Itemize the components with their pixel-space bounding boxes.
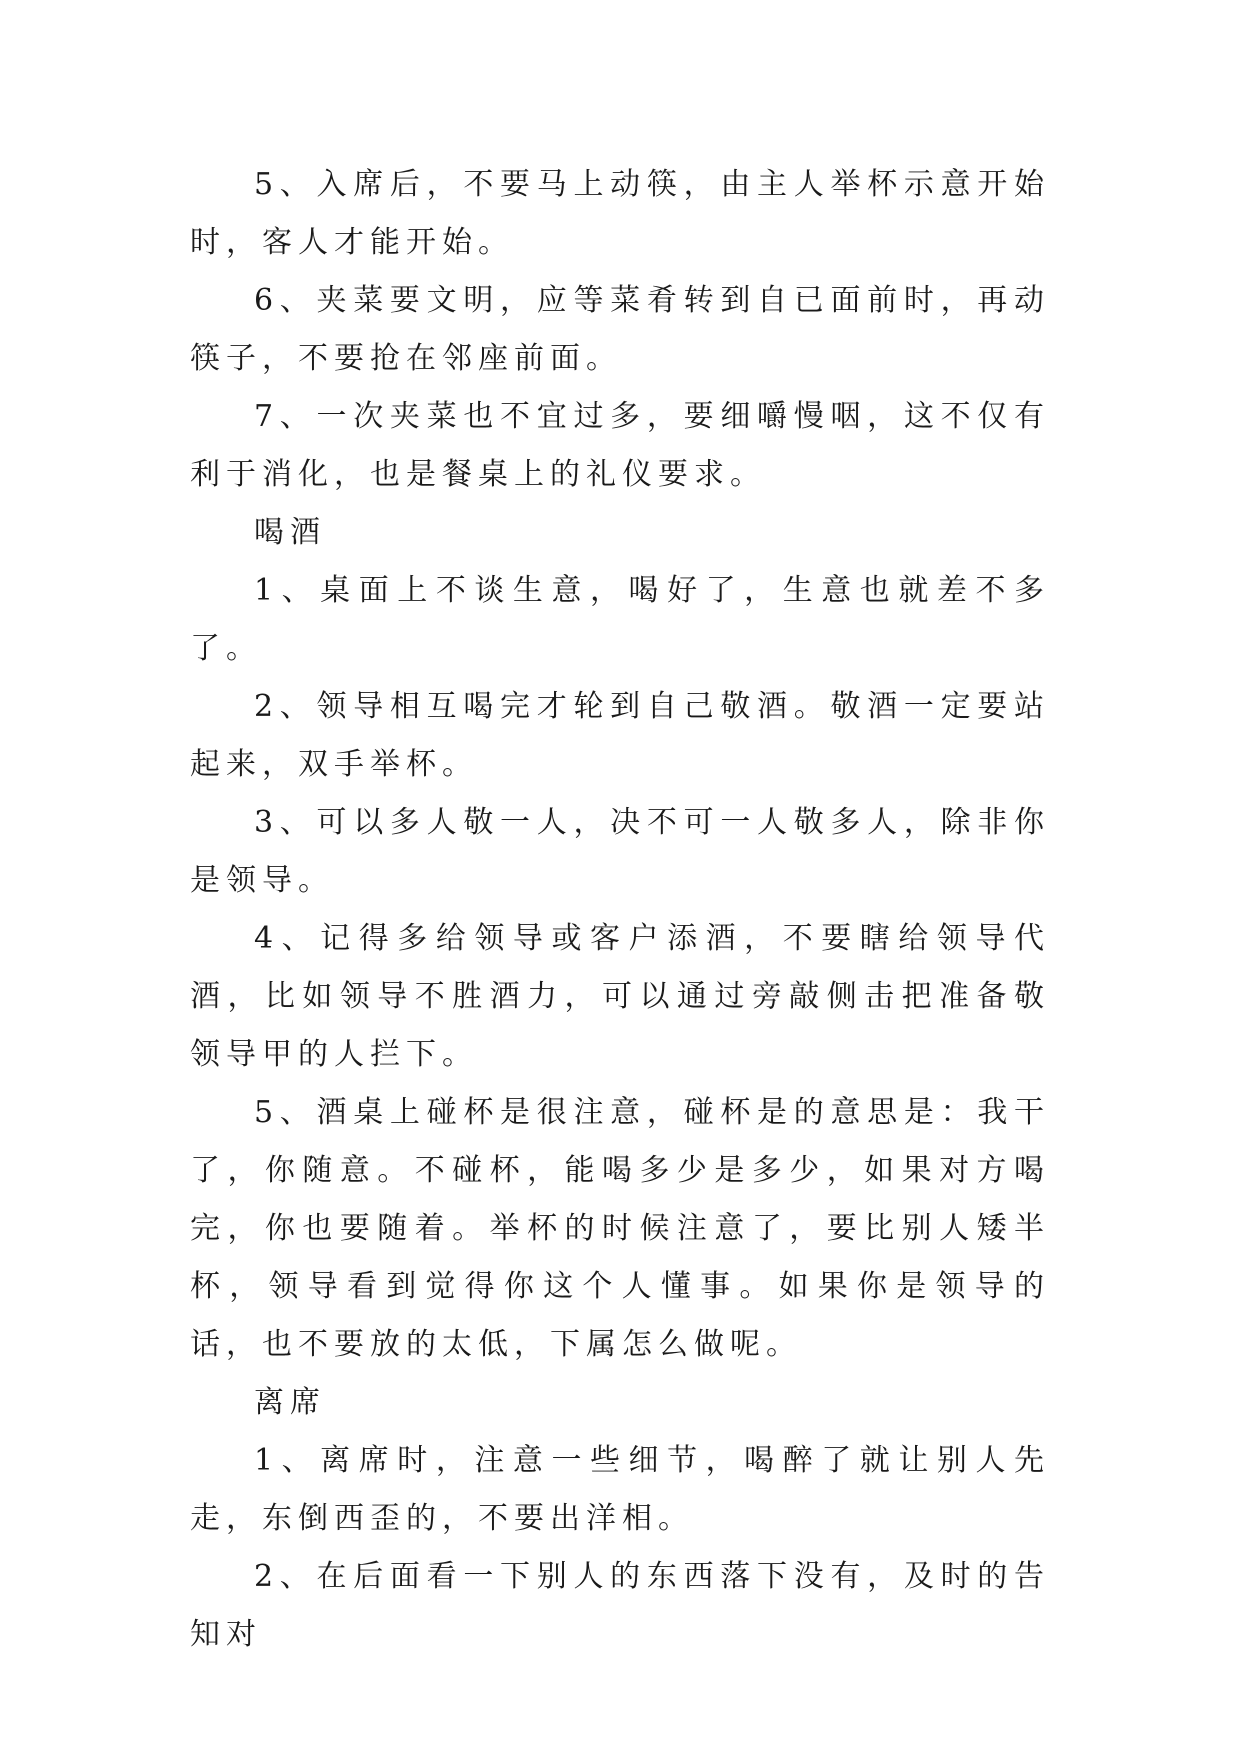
paragraph-dining-6: 6、夹菜要文明，应等菜肴转到自已面前时，再动筷子，不要抢在邻座前面。	[190, 283, 1050, 376]
paragraph-drinking-1: 1、桌面上不谈生意，喝好了，生意也就差不多了。	[190, 573, 1050, 666]
paragraph-leaving-1: 1、离席时，注意一些细节，喝醉了就让别人先走，东倒西歪的，不要出洋相。	[190, 1443, 1050, 1536]
section-heading-leaving: 离席	[254, 1385, 326, 1420]
paragraph-drinking-5: 5、酒桌上碰杯是很注意，碰杯是的意思是：我干了，你随意。不碰杯，能喝多少是多少，如果对方喝完，你也要随着。举杯的时候注意了，要比别人矮半杯，领导看到觉得你这个人懂事。如果你是领导的话，也不要放的太低，下属怎么做呢。	[190, 1095, 1050, 1362]
document-body	[190, 156, 1050, 1664]
paragraph-leaving-2: 2、在后面看一下别人的东西落下没有，及时的告知对	[190, 1559, 1050, 1652]
paragraph-drinking-2: 2、领导相互喝完才轮到自己敬酒。敬酒一定要站起来，双手举杯。	[190, 689, 1050, 782]
paragraph-drinking-4: 4、记得多给领导或客户添酒，不要瞎给领导代酒，比如领导不胜酒力，可以通过旁敲侧击把准备敬领导甲的人拦下。	[190, 921, 1050, 1072]
paragraph-dining-7: 7、一次夹菜也不宜过多，要细嚼慢咽，这不仅有利于消化，也是餐桌上的礼仪要求。	[190, 399, 1050, 492]
paragraph-dining-5: 5、入席后，不要马上动筷，由主人举杯示意开始时，客人才能开始。	[190, 167, 1050, 260]
section-heading-drinking: 喝酒	[254, 515, 326, 550]
paragraph-drinking-3: 3、可以多人敬一人，决不可一人敬多人，除非你是领导。	[190, 805, 1050, 898]
